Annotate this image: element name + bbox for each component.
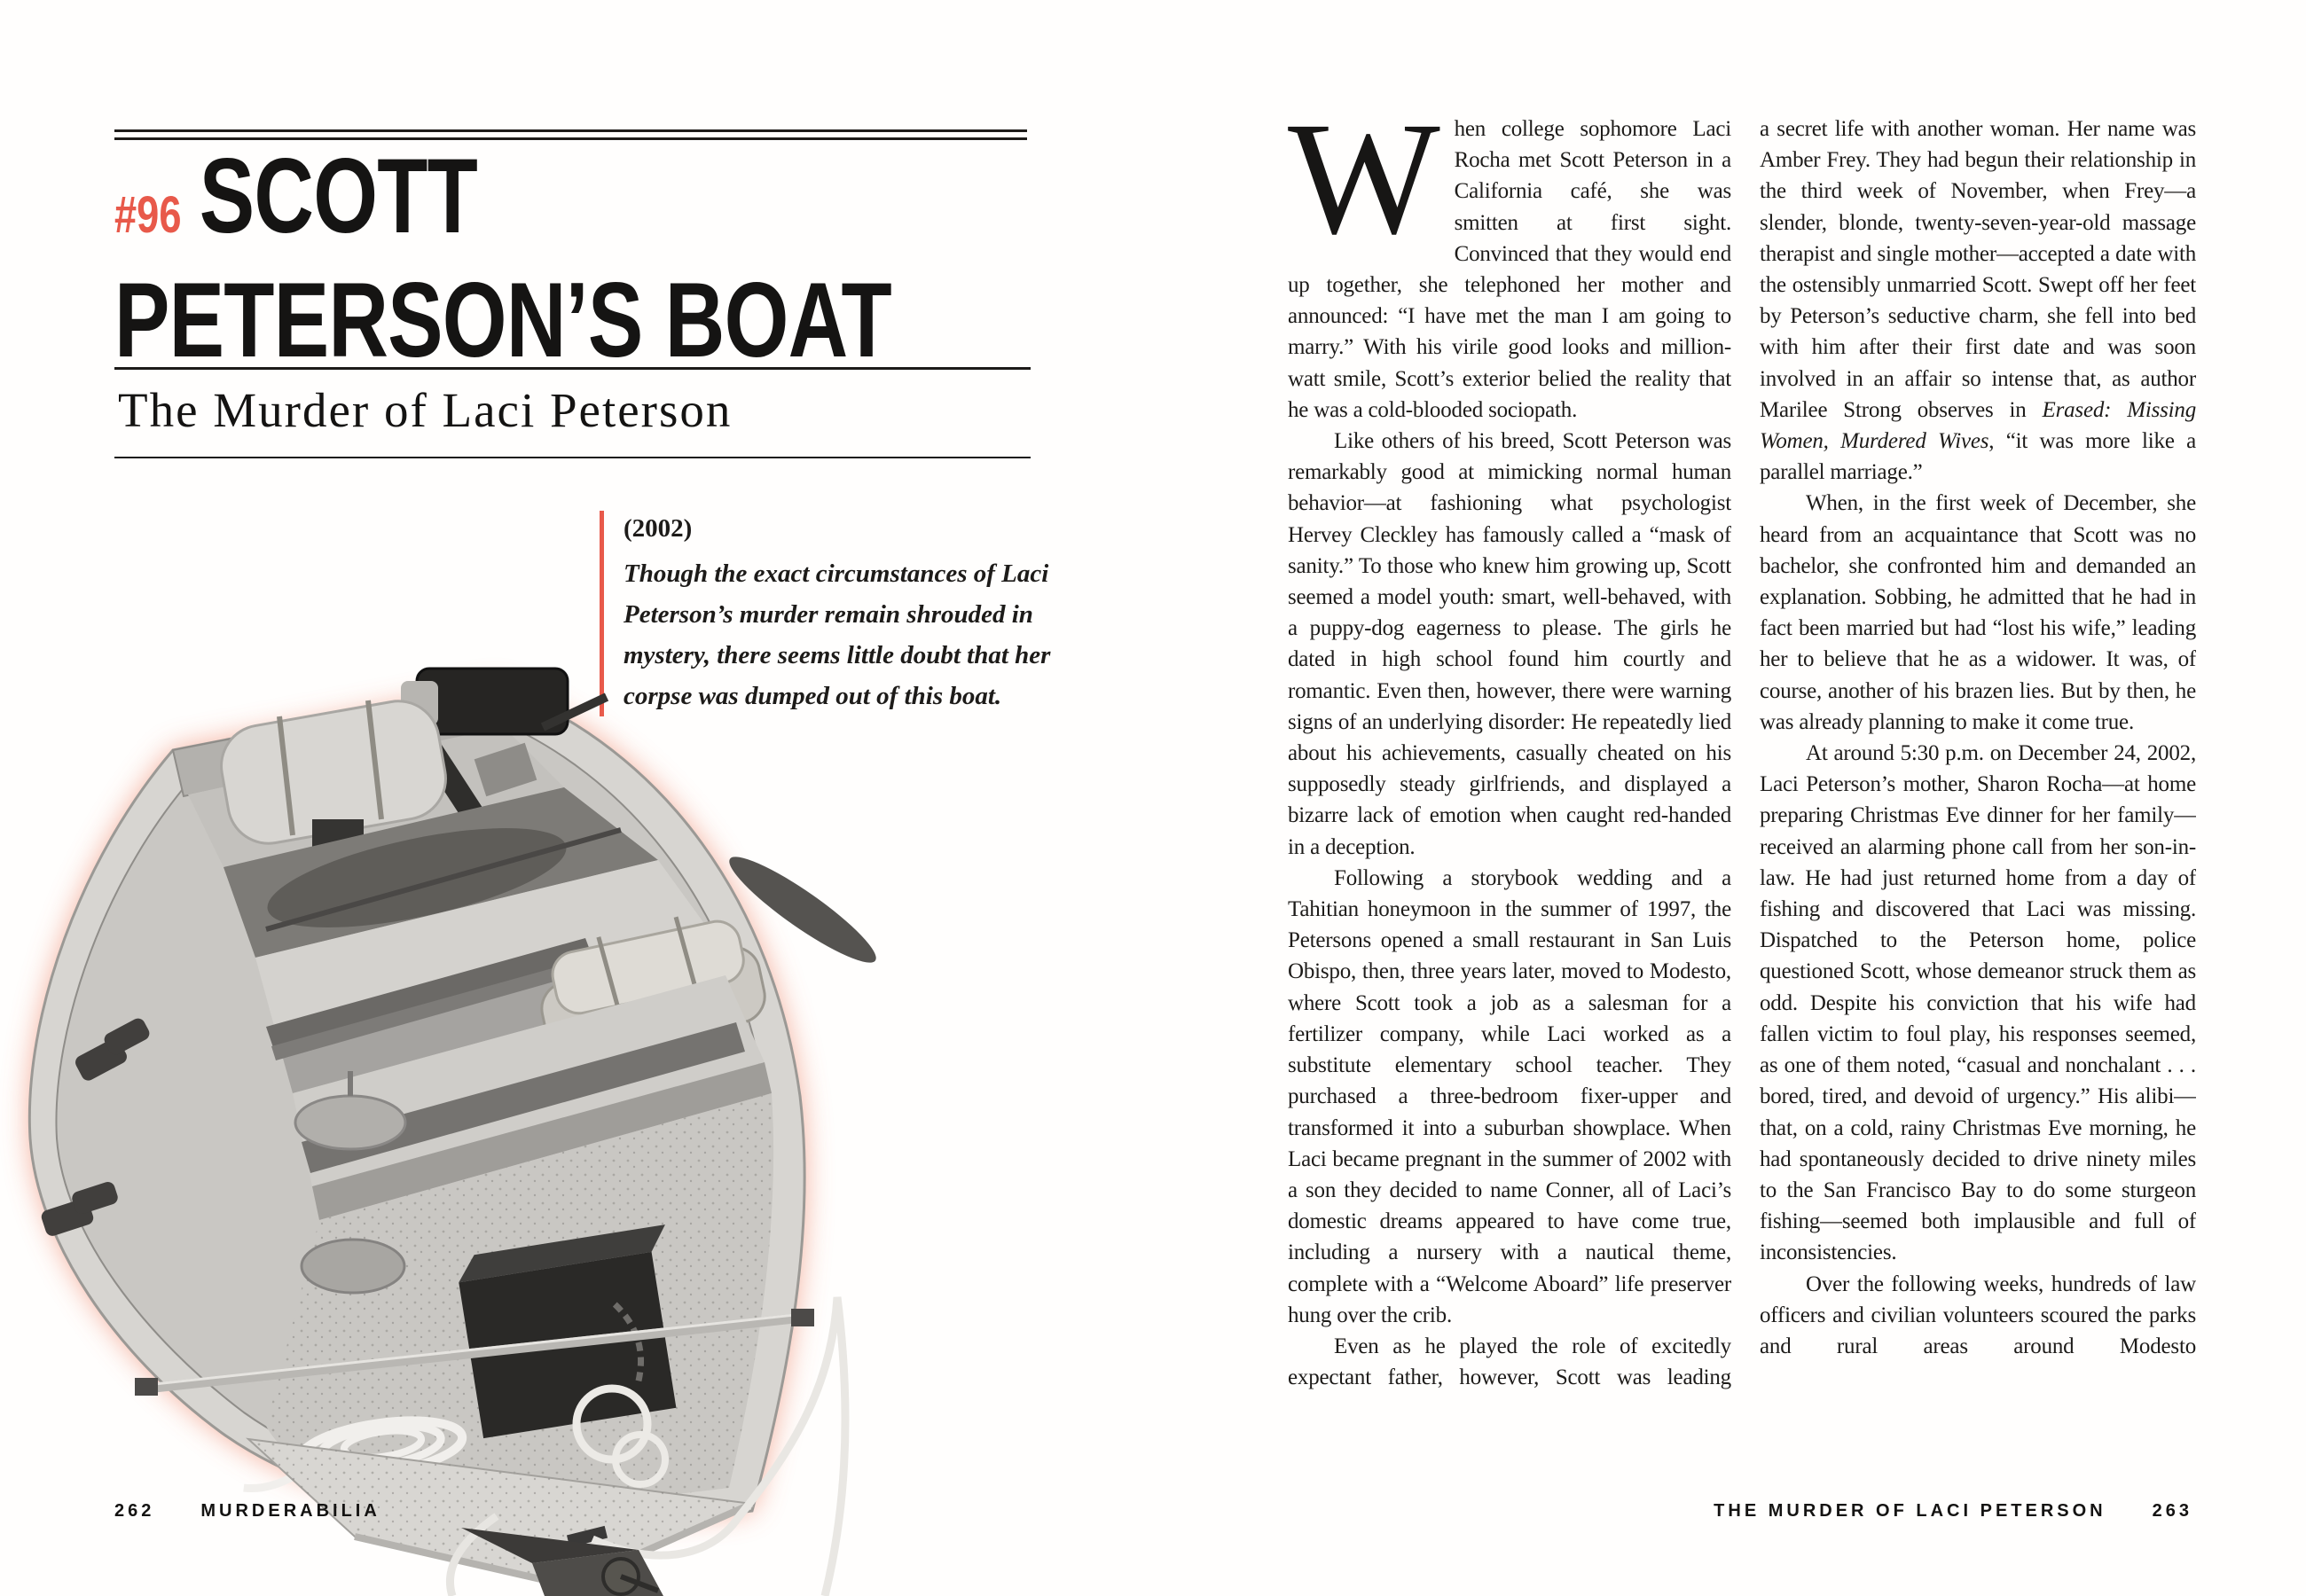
body-text-segment: , “it was more like a parallel marriage.” [1760,429,2196,485]
title-word-1: SCOTT [199,137,478,255]
page-subtitle: The Murder of Laci Peterson [118,383,733,437]
body-text-segment: Following a storybook wedding and a Tahitian honeymoon in the summer of 1997, the Petersons opened a small restaurant in San Luis Obispo, then, three years later, moved to Modesto, where Scott took a job as a salesman for a fertilizer company, while Laci worked as a substitute elementary school teacher. They purchased a three-bedroom fixer-upper and transformed it into a suburban showplace. When Laci became pregnant in the summer of 2002 with a son they decided to name Conner, all of Laci’s domestic dreams appeared to have come true, including a nursery with a nautical theme, complete with a “Welcome Aboard” life preserver hung over the crib. [1288,865,1731,1327]
drop-cap: W [1288,113,1440,268]
body-text-segment: When, in the first week of December, she heard from an acquaintance that Scott was no bachelor, she confronted him and demanded an explanation. Sobbing, he admitted that he had in fact been married but had “lost his wife,” leading her to believe that he as a widower. It was, of course, another of his brazen lies. But by then, he was already planning to make it come true. [1760,491,2196,734]
right-running-head: THE MURDER OF LACI PETERSON [1714,1501,2106,1521]
chapter-title [114,137,1083,379]
body-text-segment: Even as he played the role of excitedly expectant father, however, Scott was leading [1288,1334,1731,1390]
body-text-segment: hen college sophomore Laci Rocha met Scott Peterson in a California café, she was smitten at first sight. Convinced that they would end up together, she telephoned her mother and announced: “I have met the man I am going to marry.” With his virile good looks and million-watt smile, Scott’s exterior belied the reality that he was a cold-blooded sociopath. [1288,117,1731,422]
anchor-weight [295,1096,405,1149]
caption-text: Though the exact circumstances of Laci Peterson’s murder remain shrouded in mystery, there seems little doubt that her corpse was dumped out of this boat. [624,559,1051,710]
right-page-footer [1685,1501,2192,1522]
text-column-1 [1288,113,1731,1495]
body-text-segment: At around 5:30 p.m. on December 24, 2002, Laci Peterson’s mother, Sharon Rocha—at home preparing Christmas Eve dinner for her family—received an alarming phone call from her son-in-law. He had just returned home from a day of fishing and discovered that Laci was missing. Dispatched to the Peterson home, police questioned Scott, whose demeanor struck them as odd. Despite his conviction that his wife had fallen victim to foul play, his responses seemed, as one of them noted, “casual and nonchalant . . . bored, tired, and devoid of urgency.” His alibi—that, on a cold, rainy Christmas Eve morning, he had spontaneously decided to drive ninety miles to the San Francisco Bay to do some sturgeon fishing—seemed both implausible and full of inconsistencies. [1760,741,2196,1265]
left-running-head: MURDERABILIA [200,1501,380,1521]
body-paragraph [1288,113,1731,426]
title-line-2: PETERSON’S BOAT [114,261,891,379]
body-paragraph [1288,426,1731,863]
left-page-number: 262 [114,1501,155,1521]
italic-book-title: Erased: Missing Women, Murdered Wives [1760,397,2196,454]
body-paragraph [1288,863,1731,1331]
left-page-footer [114,1501,380,1522]
boat-photo-illustration [0,645,976,1596]
body-paragraph [1760,488,2196,738]
text-column-2 [1760,113,2196,1495]
body-text-segment: a secret life with another woman. Her name was Amber Frey. They had begun their relationship in the third week of November, when Frey—a slender, blonde, twenty-seven-year-old massage therapist and single mother—accepted a date with the ostensibly unmarried Scott. Swept off her feet by Peterson’s seductive charm, she fell into bed with him after their first date and was soon involved in an affair so intense that, as author Marilee Strong observes in [1760,117,2196,422]
right-page-number: 263 [2152,1501,2192,1521]
body-text-segment: Like others of his breed, Scott Peterson was remarkably good at mimicking normal human behavior—at fashioning what psychologist Hervey Cleckley has famously called a “mask of sanity.” To those who knew him growing up, Scott seemed a model youth: smart, well-behaved, with a puppy-dog eagerness to please. The girls he dated in high school found him courtly and romantic. Even then, however, there were warning signs of an underlying disorder: He repeatedly lied about his achievements, casually cheated on his supposedly steady girlfriends, and displayed a bizarre lack of emotion when caught red-handed in a deception. [1288,429,1731,859]
caption-year: (2002) [624,514,693,543]
body-paragraph [1760,113,2196,488]
subtitle-band [114,367,1031,458]
body-paragraph [1288,1331,1731,1393]
body-text-segment: Over the following weeks, hundreds of law officers and civilian volunteers scoured the parks and rural areas around Modesto [1760,1271,2196,1358]
catalog-number: #96 [114,186,182,244]
body-paragraph [1760,1269,2196,1363]
body-paragraph [1760,738,2196,1268]
anchor-weight-2 [302,1240,404,1293]
boat-photo [0,645,976,1596]
title-line-1 [114,137,477,255]
